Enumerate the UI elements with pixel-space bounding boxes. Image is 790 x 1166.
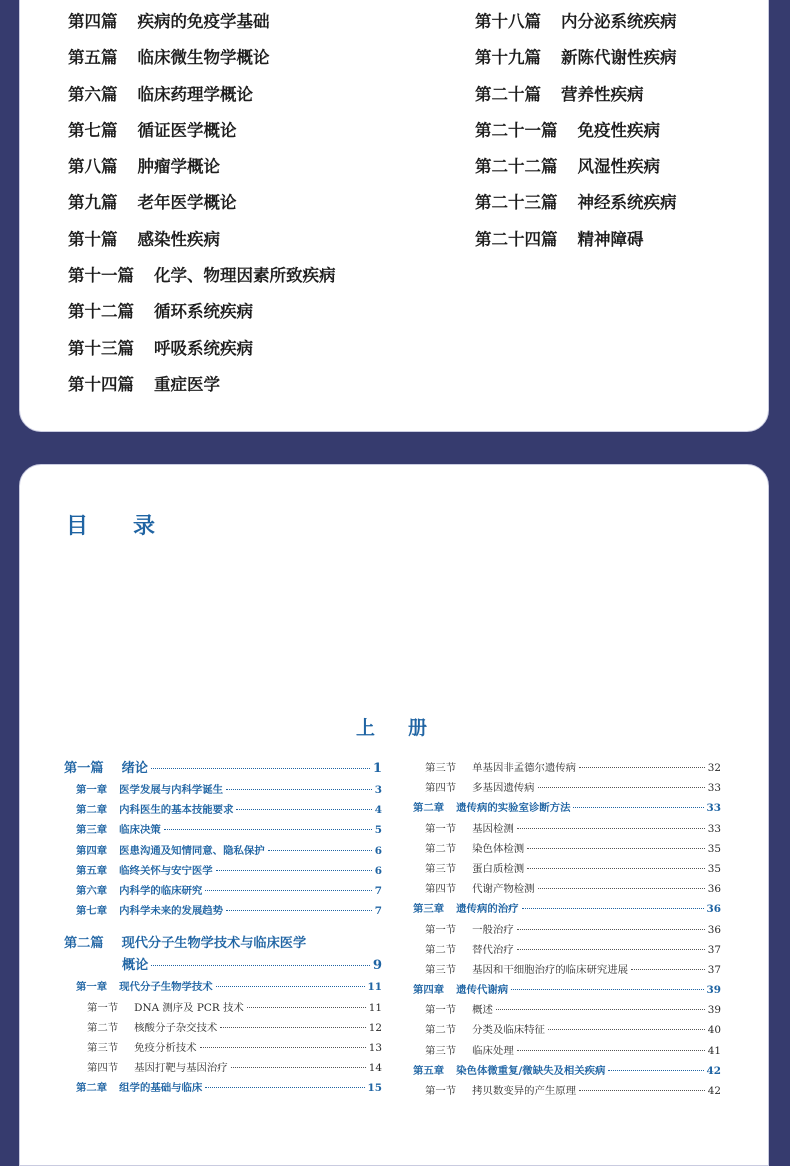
toc-entry-number: 第二章	[76, 804, 108, 817]
part-title: 呼吸系统疾病	[154, 338, 253, 358]
dot-leader	[579, 1090, 705, 1091]
toc-entry-label	[76, 901, 223, 921]
toc-entry-part-open[interactable]	[64, 933, 382, 955]
toc-entry-label	[425, 920, 514, 940]
toc-entry-label	[87, 1038, 197, 1058]
dot-leader	[247, 1007, 366, 1008]
part-item[interactable]	[475, 230, 677, 266]
dot-leader	[236, 809, 371, 810]
dot-leader	[517, 949, 705, 950]
part-item[interactable]	[68, 266, 336, 302]
toc-entry-chapter[interactable]	[64, 841, 382, 861]
toc-entry-title: 内科学的临床研究	[119, 884, 203, 897]
toc-entry-chapter[interactable]	[64, 780, 382, 800]
part-item[interactable]	[475, 48, 677, 84]
toc-entry-label	[87, 998, 244, 1018]
part-item[interactable]	[68, 339, 336, 375]
part-title: 感染性疾病	[137, 229, 220, 249]
part-item[interactable]	[68, 230, 336, 266]
part-title: 循环系统疾病	[154, 302, 253, 322]
toc-entry-label	[64, 758, 148, 780]
page-number: 4	[374, 804, 382, 817]
dot-leader	[579, 767, 705, 768]
toc-entry-number: 第三节	[425, 762, 457, 774]
toc-entry-number: 第二节	[425, 842, 457, 855]
toc-entry-section[interactable]	[413, 839, 721, 859]
dot-leader	[548, 1029, 705, 1030]
page-number: 9	[372, 958, 382, 974]
toc-entry-title: 医学发展与内科学诞生	[119, 784, 224, 796]
toc-entry-section[interactable]	[64, 1018, 382, 1038]
part-item[interactable]	[68, 375, 336, 411]
toc-entry-title: 临终关怀与安宁医学	[119, 864, 213, 877]
toc-entry-section[interactable]	[64, 998, 382, 1018]
part-title: 肿瘤学概论	[137, 157, 220, 177]
toc-entry-chapter[interactable]	[413, 980, 721, 1000]
toc-entry-number: 第三节	[425, 1044, 457, 1057]
dot-leader	[205, 1087, 364, 1088]
page-number: 32	[707, 762, 721, 774]
toc-entry-number: 第一节	[425, 1085, 457, 1097]
page-number: 6	[374, 864, 382, 877]
dot-leader	[573, 807, 703, 808]
toc-entry-number: 第一篇	[64, 761, 104, 776]
part-list-right	[475, 12, 677, 266]
part-number: 第七篇	[68, 120, 118, 140]
part-number: 第十八篇	[475, 12, 541, 31]
part-title: 精神障碍	[577, 229, 644, 249]
toc-entry-chapter[interactable]	[413, 1061, 721, 1081]
toc-entry-section[interactable]	[413, 960, 721, 980]
toc-entry-title: 概论	[122, 958, 149, 974]
part-number: 第八篇	[68, 157, 118, 177]
dot-leader	[608, 1070, 703, 1071]
part-item[interactable]	[68, 193, 336, 229]
toc-entry-cont[interactable]	[64, 955, 382, 977]
toc-entry-title: 代谢产物检测	[472, 883, 535, 896]
part-item[interactable]	[68, 302, 336, 338]
page-number: 7	[374, 884, 382, 897]
part-title: 神经系统疾病	[577, 193, 677, 213]
toc-entry-section[interactable]	[413, 920, 721, 940]
page-number: 33	[706, 802, 721, 815]
toc-entry-label	[425, 1000, 493, 1020]
toc-entry-section[interactable]	[413, 1020, 721, 1040]
dot-leader	[220, 1027, 365, 1028]
page-number: 11	[367, 981, 382, 994]
part-title: 疾病的免疫学基础	[137, 12, 270, 31]
toc-entry-number: 第一章	[76, 784, 108, 796]
toc-entry-number: 第二节	[87, 1021, 119, 1034]
page-number: 37	[707, 963, 721, 976]
toc-entry-label	[413, 980, 508, 1000]
toc-entry-chapter[interactable]	[64, 800, 382, 820]
toc-entry-title: 遗传病的实验室诊断方法	[456, 802, 571, 815]
toc-entry-number: 第三节	[87, 1041, 119, 1054]
dot-leader	[216, 870, 372, 871]
part-number: 第二十一篇	[475, 120, 558, 140]
part-title: 重症医学	[154, 374, 220, 394]
toc-entry-section[interactable]	[413, 1041, 721, 1061]
toc-entry-label	[87, 1018, 217, 1038]
dot-leader	[631, 969, 705, 970]
part-item[interactable]	[475, 193, 677, 229]
part-title: 老年医学概论	[137, 193, 237, 213]
page-number: 14	[368, 1062, 382, 1075]
toc-entry-title: 一般治疗	[472, 923, 514, 936]
part-number: 第十篇	[68, 229, 118, 249]
toc-entry-part[interactable]	[64, 758, 382, 780]
toc-entry-label	[76, 820, 161, 840]
toc-entry-title: 基因检测	[472, 822, 514, 835]
toc-entry-number: 第一节	[425, 923, 457, 936]
part-item[interactable]	[475, 157, 677, 193]
toc-entry-label	[76, 780, 223, 800]
toc-entry-number: 第三章	[76, 824, 108, 837]
dot-leader	[216, 986, 365, 987]
part-number: 第十四篇	[68, 374, 134, 394]
toc-entry-label	[87, 1058, 228, 1078]
toc-entry-section[interactable]	[413, 819, 721, 839]
part-title: 化学、物理因素所致疾病	[154, 266, 336, 286]
toc-entry-title: 组学的基础与临床	[119, 1082, 203, 1095]
toc-entry-number: 第四节	[425, 782, 457, 795]
page-number: 40	[707, 1024, 721, 1037]
part-title: 风湿性疾病	[577, 157, 660, 177]
part-number: 第二十三篇	[475, 193, 558, 213]
part-number: 第二十四篇	[475, 229, 558, 249]
dot-leader	[522, 908, 704, 909]
toc-entry-title: 免疫分析技术	[134, 1041, 197, 1054]
toc-entry-label	[122, 955, 148, 977]
toc-entry-section[interactable]	[413, 859, 721, 879]
toc-entry-section[interactable]	[413, 1000, 721, 1020]
toc-entry-title: 临床处理	[472, 1044, 514, 1057]
toc-entry-title: 临床决策	[119, 824, 161, 837]
toc-entry-number: 第二节	[425, 1024, 457, 1037]
part-title: 循证医学概论	[137, 120, 237, 140]
toc-entry-label	[425, 839, 524, 859]
toc-entry-section[interactable]	[64, 1038, 382, 1058]
dot-leader	[200, 1047, 366, 1048]
page-number: 5	[374, 824, 382, 837]
page-number: 41	[707, 1044, 721, 1057]
toc-entry-number: 第三节	[425, 963, 457, 976]
part-number: 第二十二篇	[475, 157, 558, 177]
page-number: 36	[707, 923, 721, 936]
part-title: 营养性疾病	[561, 84, 644, 104]
toc-entry-number: 第一节	[87, 1001, 119, 1014]
page-number: 15	[367, 1082, 382, 1095]
toc-entry-number: 第五章	[76, 864, 108, 877]
toc-entry-title: 现代分子生物学技术	[119, 981, 213, 994]
toc-entry-chapter[interactable]	[413, 899, 721, 919]
toc-entry-title: 概述	[472, 1004, 493, 1017]
dot-leader	[527, 868, 705, 869]
toc-card	[19, 464, 769, 1166]
toc-entry-number: 第一章	[76, 981, 108, 994]
toc-entry-title: 遗传代谢病	[456, 984, 509, 997]
page-number: 11	[368, 1001, 382, 1014]
toc-entry-label	[425, 778, 535, 798]
toc-entry-title: 拷贝数变异的产生原理	[472, 1085, 577, 1097]
toc-heading: 目 录	[66, 514, 157, 539]
page-number: 36	[707, 883, 721, 896]
page-number: 35	[707, 862, 721, 875]
toc-entry-title: 蛋白质检测	[472, 862, 525, 875]
toc-entry-section[interactable]	[64, 1058, 382, 1078]
toc-entry-number: 第四节	[425, 883, 457, 896]
toc-entry-section[interactable]	[413, 758, 721, 778]
toc-entry-number: 第一节	[425, 1004, 457, 1017]
part-number: 第十三篇	[68, 338, 134, 358]
toc-entry-label	[425, 960, 628, 980]
page-number: 37	[707, 943, 721, 956]
part-title: 临床微生物学概论	[137, 48, 270, 68]
toc-entry-number: 第二节	[425, 943, 457, 956]
toc-entry-title: 绪论	[121, 761, 148, 776]
part-item[interactable]	[475, 85, 677, 121]
toc-entry-chapter[interactable]	[64, 901, 382, 921]
toc-entry-title: 染色体微重复/微缺失及相关疾病	[456, 1064, 606, 1077]
toc-entry-chapter[interactable]	[64, 1078, 382, 1098]
toc-entry-section[interactable]	[413, 778, 721, 798]
part-number: 第十二篇	[68, 302, 134, 322]
dot-leader	[268, 850, 372, 851]
toc-entry-title: 多基因遗传病	[472, 782, 535, 795]
toc-entry-title: DNA 测序及 PCR 技术	[134, 1001, 244, 1014]
toc-entry-number: 第二章	[413, 802, 445, 815]
part-title: 免疫性疾病	[577, 120, 660, 140]
toc-entry-number: 第四章	[76, 844, 108, 857]
toc-entry-label	[425, 859, 524, 879]
toc-entry-label	[425, 879, 535, 899]
dot-leader	[538, 787, 705, 788]
part-number: 第十一篇	[68, 266, 134, 286]
toc-entry-label	[425, 758, 576, 778]
part-number: 第六篇	[68, 84, 118, 104]
toc-entry-label	[413, 798, 570, 818]
page-number: 7	[374, 905, 382, 918]
toc-entry-number: 第二章	[76, 1082, 108, 1095]
part-list-card	[19, 0, 769, 432]
toc-entry-label	[425, 1081, 576, 1101]
page-number: 39	[707, 1004, 721, 1017]
part-number: 第二十篇	[475, 84, 541, 104]
toc-entry-label	[76, 1078, 202, 1098]
toc-entry-number: 第一节	[425, 822, 457, 835]
part-title: 新陈代谢性疾病	[561, 48, 677, 68]
dot-leader	[231, 1067, 366, 1068]
page-number: 42	[706, 1064, 721, 1077]
toc-entry-label	[76, 861, 213, 881]
toc-entry-label	[413, 899, 519, 919]
toc-entry-label	[76, 977, 213, 997]
toc-entry-title: 分类及临床特征	[472, 1024, 545, 1037]
dot-leader	[511, 989, 703, 990]
part-number: 第九篇	[68, 193, 118, 213]
part-title: 临床药理学概论	[137, 84, 253, 104]
toc-entry-number: 第七章	[76, 905, 108, 918]
dot-leader	[226, 910, 372, 911]
page-number: 33	[707, 822, 721, 835]
toc-entry-label	[425, 940, 514, 960]
toc-entry-number: 第三节	[425, 862, 457, 875]
toc-entry-title: 基因打靶与基因治疗	[134, 1062, 228, 1075]
toc-entry-label	[64, 933, 306, 955]
toc-entry-title: 遗传病的治疗	[456, 903, 519, 916]
toc-entry-title: 单基因非孟德尔遗传病	[472, 762, 577, 774]
toc-entry-number: 第二篇	[64, 936, 104, 952]
dot-leader	[538, 888, 705, 889]
toc-entry-title: 核酸分子杂交技术	[134, 1021, 218, 1034]
page-number: 3	[374, 784, 382, 796]
toc-column-left	[64, 758, 382, 1098]
page-number: 13	[368, 1041, 382, 1054]
dot-leader	[527, 848, 705, 849]
toc-entry-title: 内科医生的基本技能要求	[119, 804, 234, 817]
page-number: 33	[707, 782, 721, 795]
dot-leader	[496, 1009, 705, 1010]
page-number: 36	[706, 903, 721, 916]
toc-entry-section[interactable]	[413, 1081, 721, 1101]
toc-entry-number: 第五章	[413, 1064, 445, 1077]
toc-entry-title: 基因和干细胞治疗的临床研究进展	[472, 963, 629, 976]
toc-entry-title: 内科学未来的发展趋势	[119, 905, 224, 918]
toc-entry-label	[425, 819, 514, 839]
toc-entry-number: 第三章	[413, 903, 445, 916]
volume-title: 上 册	[356, 717, 429, 739]
toc-entry-title: 染色体检测	[472, 842, 525, 855]
toc-entry-title: 现代分子生物学技术与临床医学	[121, 936, 307, 952]
toc-entry-label	[425, 1020, 545, 1040]
page-number: 1	[372, 761, 382, 776]
dot-leader	[517, 1050, 705, 1051]
dot-leader	[205, 890, 371, 891]
toc-entry-chapter[interactable]	[413, 798, 721, 818]
part-number: 第四篇	[68, 12, 118, 31]
part-number: 第十九篇	[475, 48, 541, 68]
toc-entry-section[interactable]	[413, 879, 721, 899]
page-number: 35	[707, 842, 721, 855]
toc-entry-label	[76, 841, 265, 861]
toc-entry-label	[76, 881, 202, 901]
toc-entry-title: 医患沟通及知情同意、隐私保护	[119, 844, 265, 857]
page-number: 12	[368, 1021, 382, 1034]
part-item[interactable]	[68, 121, 336, 157]
part-item[interactable]	[68, 85, 336, 121]
dot-leader	[164, 829, 372, 830]
toc-entry-chapter[interactable]	[64, 881, 382, 901]
toc-entry-chapter[interactable]	[64, 861, 382, 881]
toc-column-right	[413, 758, 721, 1101]
dot-leader	[151, 768, 370, 769]
part-item[interactable]	[475, 12, 677, 48]
toc-entry-section[interactable]	[413, 940, 721, 960]
page-number: 6	[374, 844, 382, 857]
dot-leader	[517, 828, 705, 829]
toc-entry-label	[76, 800, 233, 820]
toc-entry-number: 第四章	[413, 984, 445, 997]
toc-entry-label	[413, 1061, 605, 1081]
toc-entry-label	[425, 1041, 514, 1061]
toc-entry-number: 第四节	[87, 1062, 119, 1075]
toc-entry-title: 替代治疗	[472, 943, 514, 956]
toc-entry-chapter[interactable]	[64, 820, 382, 840]
part-number: 第五篇	[68, 48, 118, 68]
toc-entry-chapter[interactable]	[64, 977, 382, 997]
dot-leader	[151, 965, 369, 966]
dot-leader	[517, 929, 705, 930]
page-number: 42	[707, 1085, 721, 1097]
part-title: 内分泌系统疾病	[561, 12, 677, 31]
dot-leader	[226, 789, 372, 790]
part-item[interactable]	[475, 121, 677, 157]
part-list-left	[68, 12, 336, 411]
part-item[interactable]	[68, 48, 336, 84]
toc-entry-number: 第六章	[76, 884, 108, 897]
part-item[interactable]	[68, 12, 336, 48]
page-number: 39	[706, 984, 721, 997]
part-item[interactable]	[68, 157, 336, 193]
